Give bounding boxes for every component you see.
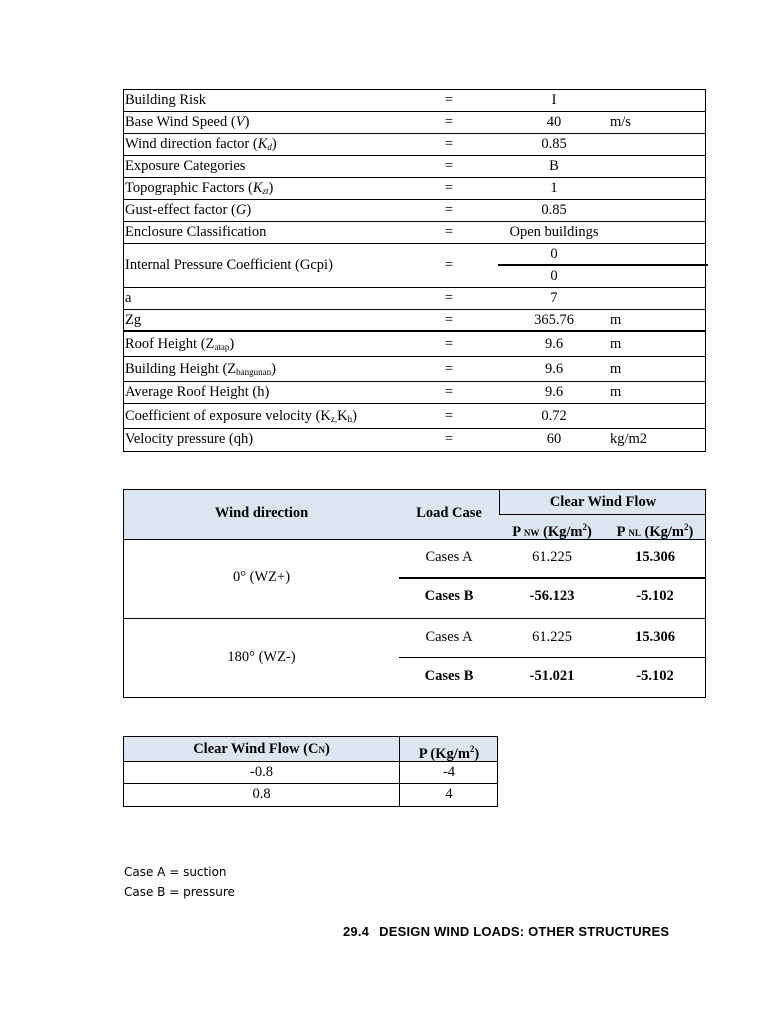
param-equals: = [444, 431, 454, 447]
param-label: Building Risk [125, 92, 206, 108]
param-label: Enclosure Classification [125, 224, 267, 240]
param-row-alpha [124, 288, 705, 310]
wind-table-header [124, 490, 705, 540]
param-row-exposure [124, 156, 705, 178]
header-pressure: P $(Kg/m^2)$ [399, 737, 498, 761]
gcpi-value-top: 0 [498, 244, 708, 266]
param-value: 0.85 [541, 136, 567, 152]
param-value: 365.76 [534, 312, 574, 328]
param-label: Wind direction factor $(K_d)$ [125, 136, 277, 152]
param-value: 1 [550, 180, 558, 196]
param-equals: = [444, 158, 454, 174]
param-value: 7 [550, 290, 558, 306]
row-divider [399, 577, 705, 579]
param-unit: m [610, 384, 622, 400]
wind-group-180deg [124, 619, 705, 698]
load-case-cell: Cases B [424, 588, 474, 604]
param-equals: = [444, 257, 454, 273]
param-label: Base Wind Speed (V) [125, 114, 250, 130]
pressure-cell: 4 [399, 784, 498, 806]
pnw-cell: -51.021 [529, 668, 575, 684]
param-equals: = [444, 136, 454, 152]
param-equals: = [444, 336, 454, 352]
param-value: 9.6 [544, 384, 564, 400]
param-value: 60 [546, 431, 562, 447]
note-case-b: Case B = pressure [124, 885, 235, 899]
section-heading [343, 924, 669, 939]
param-unit: m [610, 312, 622, 328]
cn-cell: 0.8 [252, 786, 271, 802]
param-row-kz-kh [124, 404, 705, 429]
header-wind-direction: Wind direction [214, 505, 309, 521]
header-load-case: Load Case [416, 505, 482, 521]
section-number: 29.4 [343, 924, 370, 939]
table-row [399, 629, 705, 649]
pressure-cell: -4 [399, 762, 498, 783]
wind-direction-label: 0° (WZ+) [232, 569, 291, 585]
pnw-cell: -56.123 [529, 588, 575, 604]
wind-load-table [123, 489, 706, 698]
param-label: Topographic Factors $(K_{zt})$ [125, 180, 274, 196]
param-equals: = [444, 290, 454, 306]
param-label: a [125, 290, 132, 306]
param-value: 0.72 [541, 408, 567, 424]
param-label: Velocity pressure (qh) [125, 431, 254, 447]
gcpi-value-bottom: 0 [550, 268, 558, 284]
table-row [124, 762, 497, 784]
param-value: 0.85 [541, 202, 567, 218]
param-unit: m/s [610, 114, 631, 130]
param-row-building-risk [124, 90, 705, 112]
load-case-cell: Cases B [424, 668, 474, 684]
header-p-nw: P NW $(Kg/m^2)$ [512, 522, 592, 540]
wind-direction-label: 180° (WZ-) [227, 649, 296, 665]
section-title: DESIGN WIND LOADS: OTHER STRUCTURES [379, 924, 670, 939]
param-row-kzt [124, 178, 705, 200]
param-label: Internal Pressure Coefficient (Gcpi) [125, 257, 333, 273]
cn-table [123, 736, 498, 807]
cn-cell: -0.8 [250, 764, 273, 780]
param-equals: = [444, 408, 454, 424]
pnw-cell: 61.225 [532, 549, 572, 565]
param-value: 40 [546, 114, 562, 130]
param-equals: = [444, 224, 454, 240]
param-row-qh [124, 429, 705, 451]
param-row-building-height [124, 357, 705, 382]
param-value: B [549, 158, 559, 174]
param-label: Gust-effect factor (G) [125, 202, 252, 218]
row-divider [399, 657, 705, 658]
param-equals: = [444, 114, 454, 130]
param-equals: = [444, 202, 454, 218]
param-equals: = [444, 312, 454, 328]
param-row-gust [124, 200, 705, 222]
param-unit: kg/m2 [610, 431, 648, 447]
pnl-cell: 15.306 [635, 629, 675, 645]
param-row-avg-roof-height [124, 382, 705, 404]
param-label: Zg [125, 312, 142, 328]
table-row [124, 784, 497, 806]
param-row-enclosure [124, 222, 705, 244]
cn-table-header [124, 737, 497, 762]
header-p-nl: P NL $(Kg/m^2)$ [616, 522, 694, 540]
header-clear-wind-flow: Clear Wind Flow [499, 490, 706, 515]
param-unit: m [610, 361, 622, 377]
wind-group-0deg [124, 539, 705, 619]
pnl-cell: 15.306 [635, 549, 675, 565]
table-row [399, 588, 705, 608]
param-equals: = [444, 384, 454, 400]
table-row [399, 549, 705, 569]
param-row-wind-speed [124, 112, 705, 134]
pnl-cell: -5.102 [636, 668, 674, 684]
case-notes [124, 862, 235, 902]
param-row-roof-height [124, 332, 705, 357]
param-label: Roof Height $(Z_{atap})$ [125, 336, 235, 352]
pnw-cell: 61.225 [532, 629, 572, 645]
note-case-a: Case A = suction [124, 865, 227, 879]
param-value: 9.6 [544, 336, 564, 352]
param-unit: m [610, 336, 622, 352]
param-label: Exposure Categories [125, 158, 246, 174]
param-value: Open buildings [509, 224, 599, 240]
pnl-cell: -5.102 [636, 588, 674, 604]
param-row-kd [124, 134, 705, 156]
param-label: Coefficient of exposure velocity $(K_{z,}K_h)$ [125, 408, 357, 424]
param-label: Average Roof Height (h) [125, 384, 270, 400]
param-value: 9.6 [544, 361, 564, 377]
load-case-cell: Cases A [425, 629, 473, 645]
param-row-zg [124, 310, 705, 332]
param-equals: = [444, 180, 454, 196]
parameters-table [123, 89, 706, 452]
param-equals: = [444, 361, 454, 377]
param-row-gcpi [124, 244, 705, 288]
load-case-cell: Cases A [425, 549, 473, 565]
table-row [399, 668, 705, 688]
param-equals: = [444, 92, 454, 108]
header-clear-wind-flow-cn: Clear Wind Flow (CN) [193, 741, 330, 757]
param-label: Building Height $(Z_{bangunan})$ [125, 361, 277, 377]
param-value: I [551, 92, 557, 108]
